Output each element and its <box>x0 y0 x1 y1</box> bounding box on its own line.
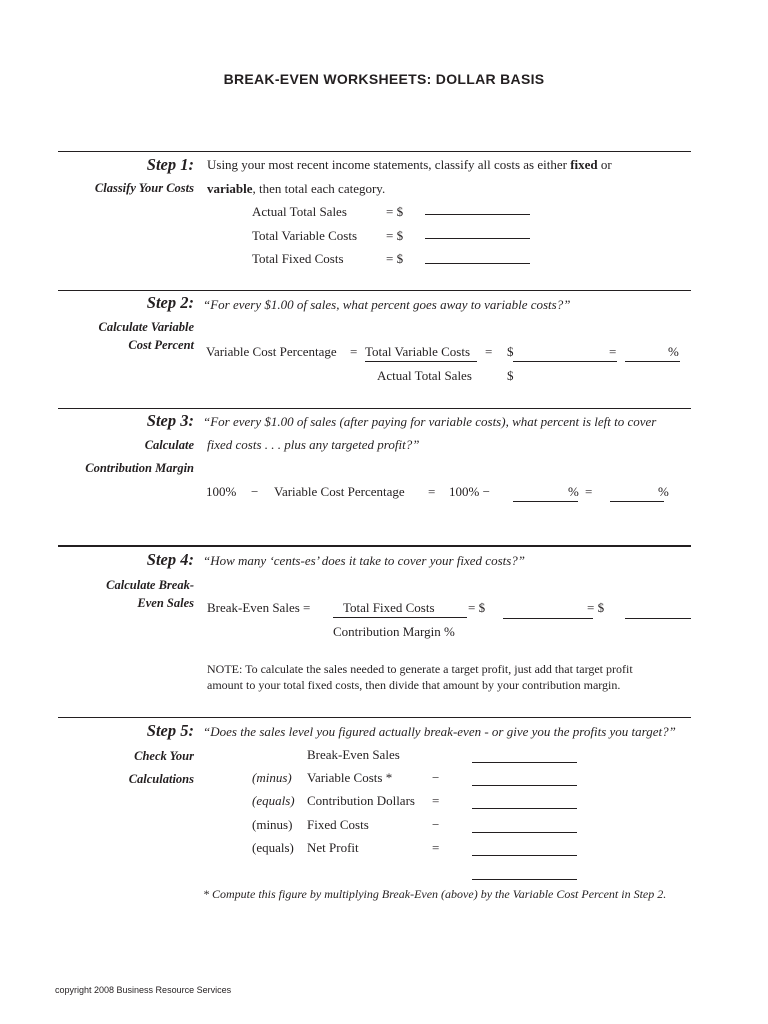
check-row-operator: = <box>432 840 440 855</box>
equals-dollar: = $ <box>468 600 486 615</box>
step1-instructions-line1: Using your most recent income statements, classify all costs as either fixed or <box>207 157 612 172</box>
step2-quote: “For every $1.00 of sales, what percent goes away to variable costs?” <box>203 297 571 312</box>
variable-cost-percentage-label: Variable Cost Percentage <box>206 344 337 359</box>
equals-sign: = <box>428 484 436 499</box>
check-row-label: Fixed Costs <box>307 817 369 832</box>
total-variable-costs-label: Total Variable Costs <box>252 228 358 243</box>
page-title: BREAK-EVEN WORKSHEETS: DOLLAR BASIS <box>223 71 545 87</box>
check-row-prefix: (minus) <box>252 770 292 785</box>
fraction-bar <box>333 617 467 618</box>
check-row-label: Contribution Dollars <box>307 793 415 808</box>
check-row-operator: − <box>432 817 440 832</box>
minus-sign: − <box>251 484 259 499</box>
hundred-minus: 100% − <box>449 484 490 499</box>
section-divider <box>58 717 691 718</box>
step4-label-line1: Calculate Break- <box>106 578 194 592</box>
check-row-prefix: (equals) <box>252 840 294 855</box>
step1-instructions-line2: variable, then total each category. <box>207 181 386 196</box>
percent-sign: % <box>668 344 679 359</box>
contribution-margin-blank[interactable] <box>610 501 664 502</box>
section-divider <box>58 545 691 547</box>
step4-label-line2: Even Sales <box>137 596 194 610</box>
check-row-label: Break-Even Sales <box>307 747 400 762</box>
step4-quote: “How many ‘cents-es’ does it take to cover your fixed costs?” <box>203 553 526 568</box>
step3-heading: Step 3: <box>146 411 194 430</box>
fraction-denominator: Actual Total Sales <box>377 368 472 383</box>
step2-label-line1: Calculate Variable <box>98 320 194 334</box>
step3-quote-line1: “For every $1.00 of sales (after paying for variable costs), what percent is left to cover <box>203 414 657 429</box>
step5-label-line2: Calculations <box>128 772 194 786</box>
section-divider <box>58 151 691 152</box>
dollar-sign: $ <box>507 368 514 383</box>
total-variable-costs-blank[interactable] <box>425 238 530 239</box>
step1-label: Classify Your Costs <box>94 181 194 195</box>
step5-label-line1: Check Your <box>134 749 194 763</box>
step3-quote-line2: fixed costs . . . plus any targeted profit?” <box>207 437 420 452</box>
step5-heading: Step 5: <box>146 721 194 740</box>
check-row-label: Net Profit <box>307 840 359 855</box>
equals-dollar: = $ <box>386 228 404 243</box>
footnote: * Compute this figure by multiplying Break-Even (above) by the Variable Cost Percent in Step 2. <box>203 887 667 901</box>
equals-sign: = <box>350 344 358 359</box>
check-row-label: Variable Costs * <box>307 770 393 785</box>
equals-dollar: = $ <box>386 251 404 266</box>
variable-cost-percent-blank[interactable] <box>625 361 680 362</box>
fraction-denominator: Contribution Margin % <box>333 624 455 639</box>
variable-costs-blank[interactable] <box>513 361 617 362</box>
hundred-percent: 100% <box>206 484 237 499</box>
variable-costs-check-blank[interactable] <box>472 785 577 786</box>
step2-heading: Step 2: <box>146 293 194 312</box>
note-line1: NOTE: To calculate the sales needed to generate a target profit, just add that target profit <box>207 662 633 676</box>
break-even-sales-label: Break-Even Sales = <box>207 600 311 615</box>
equals-dollar: = $ <box>587 600 605 615</box>
vcp-percent-blank[interactable] <box>513 501 578 502</box>
fraction-numerator: Total Fixed Costs <box>343 600 435 615</box>
equals-sign: = <box>585 484 593 499</box>
section-divider <box>58 408 691 409</box>
equals-sign: = <box>485 344 493 359</box>
break-even-sales-check-blank[interactable] <box>472 762 577 763</box>
fraction-bar <box>365 361 477 362</box>
check-row-prefix: (minus) <box>252 817 293 832</box>
equals-dollar: = $ <box>386 204 404 219</box>
percent-sign: % <box>568 484 579 499</box>
check-row-operator: − <box>432 770 440 785</box>
step3-label-line2: Contribution Margin <box>85 461 194 475</box>
check-row-prefix: (equals) <box>252 793 295 808</box>
copyright-footer: copyright 2008 Business Resource Services <box>55 985 232 995</box>
dollar-sign: $ <box>507 344 514 359</box>
fixed-costs-blank[interactable] <box>503 618 593 619</box>
total-fixed-costs-label: Total Fixed Costs <box>252 251 344 266</box>
note-line2: amount to your total fixed costs, then divide that amount by your contribution margin. <box>207 678 621 692</box>
step3-label-line1: Calculate <box>144 438 194 452</box>
step5-quote: “Does the sales level you figured actually break-even - or give you the profits you target?” <box>203 724 676 739</box>
step4-heading: Step 4: <box>146 550 194 569</box>
check-row-operator: = <box>432 793 440 808</box>
fraction-numerator: Total Variable Costs <box>365 344 471 359</box>
contribution-dollars-blank[interactable] <box>472 808 577 809</box>
step2-label-line2: Cost Percent <box>128 338 194 352</box>
equals-sign: = <box>609 344 617 359</box>
actual-total-sales-label: Actual Total Sales <box>252 204 347 219</box>
fixed-costs-check-blank[interactable] <box>472 832 577 833</box>
total-fixed-costs-blank[interactable] <box>425 263 530 264</box>
section-divider <box>58 290 691 291</box>
variable-cost-percentage-text: Variable Cost Percentage <box>274 484 405 499</box>
step1-heading: Step 1: <box>146 155 194 174</box>
break-even-sales-blank[interactable] <box>625 618 691 619</box>
actual-total-sales-blank[interactable] <box>425 214 530 215</box>
percent-sign: % <box>658 484 669 499</box>
net-profit-blank[interactable] <box>472 855 577 856</box>
extra-blank[interactable] <box>472 879 577 880</box>
